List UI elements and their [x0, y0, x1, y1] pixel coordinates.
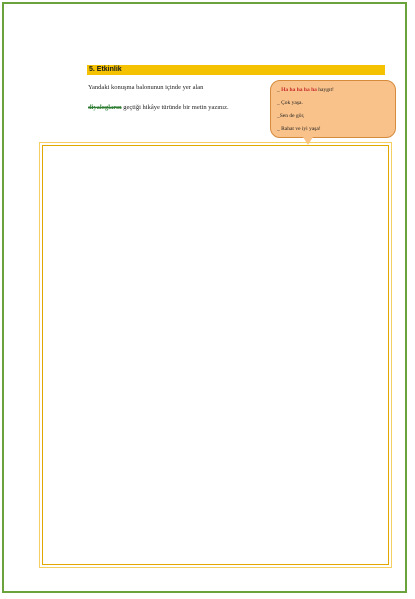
- laugh-text: Ha ha ha ha ha: [281, 87, 317, 93]
- bubble-line: [277, 97, 389, 110]
- section-header-bar: [87, 65, 385, 75]
- dialogue-text: Sen de gör,: [279, 113, 305, 119]
- dialogue-text: Rahat ve iyi yaşa!: [279, 126, 321, 132]
- dialogue-dash: _: [277, 87, 280, 93]
- bubble-line: [277, 123, 389, 136]
- instruction-line-2: [88, 104, 229, 111]
- bubble-line: [277, 84, 389, 97]
- writing-area[interactable]: [42, 145, 389, 565]
- instruction-line-2-text: geçtiği hikâye türünde bir metin yazınız.: [121, 104, 229, 111]
- bubble-line: [277, 110, 389, 123]
- speech-bubble-tail: [303, 137, 313, 145]
- instruction-highlight: diyalogların: [88, 104, 122, 111]
- dialogue-dash: _: [277, 100, 280, 106]
- dialogue-text: Çok yaşa.: [279, 100, 303, 106]
- section-title: 5. Etkinlik: [89, 66, 122, 73]
- speech-bubble: [270, 80, 396, 138]
- dialogue-dash: _: [277, 113, 280, 119]
- dialogue-text: haygıt!: [316, 87, 334, 93]
- dialogue-dash: _: [277, 126, 280, 132]
- instruction-line-1: Yandaki konuşma balonunun içinde yer alan: [88, 84, 204, 91]
